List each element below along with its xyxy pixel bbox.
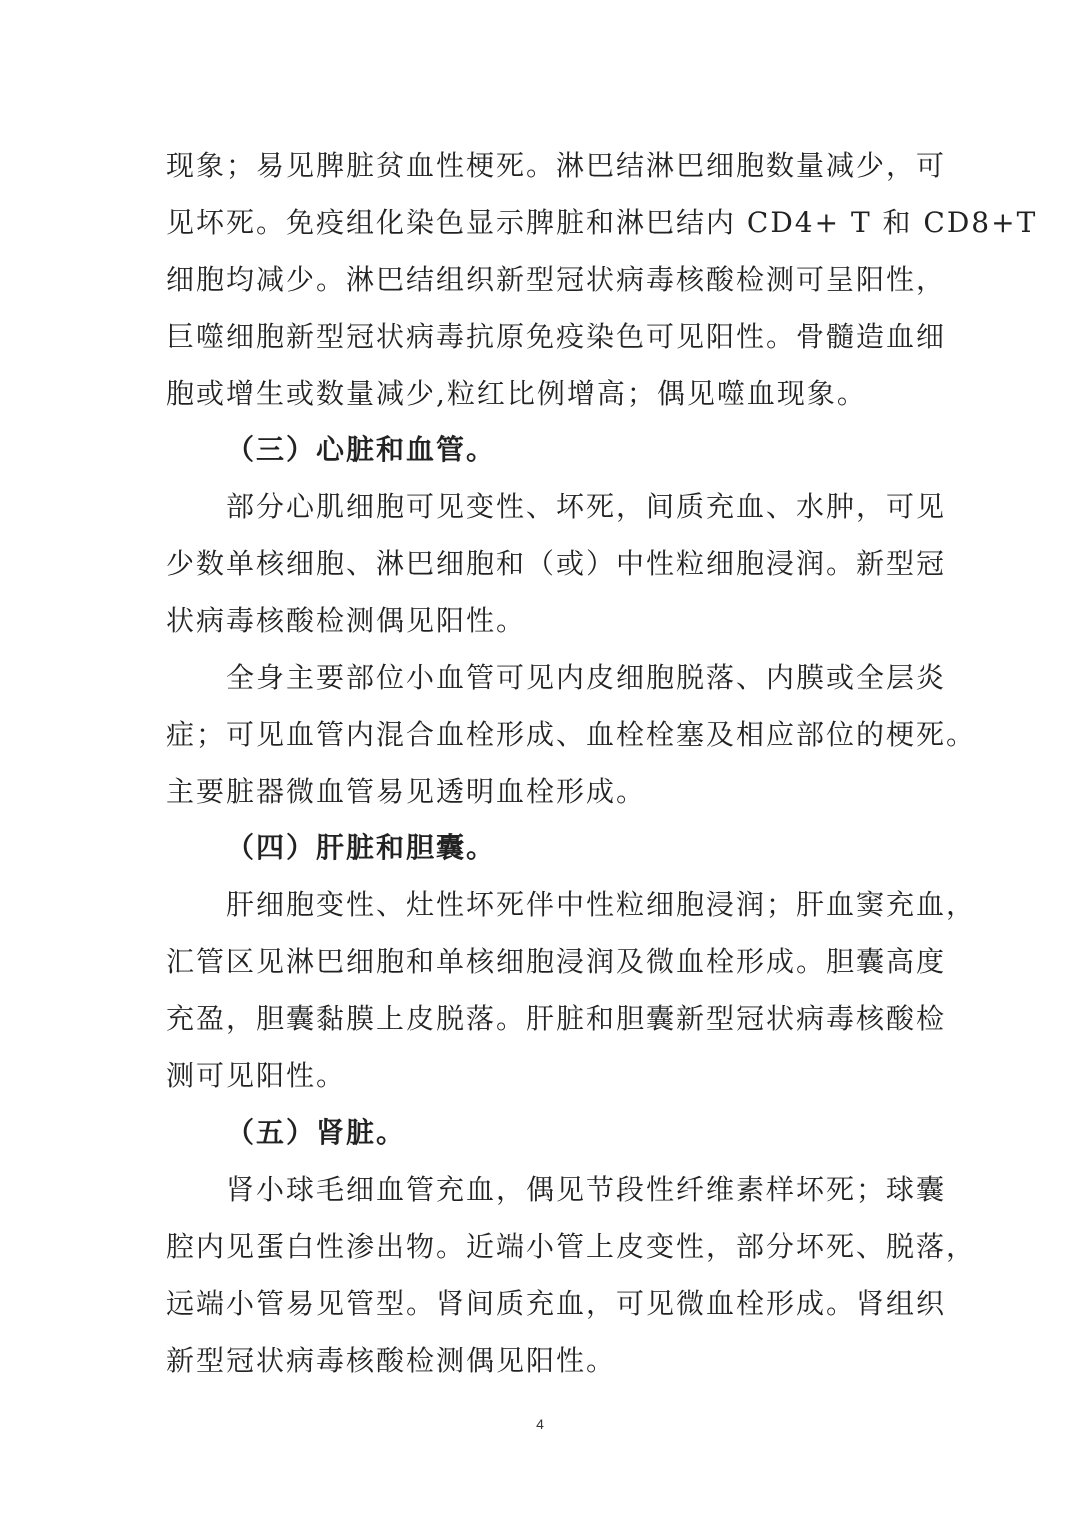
text-line: 细胞均减少。淋巴结组织新型冠状病毒核酸检测可呈阳性， [166, 263, 947, 296]
text-line: 远端小管易见管型。肾间质充血，可见微血栓形成。肾组织 [166, 1287, 947, 1320]
text-line: 充盈，胆囊黏膜上皮脱落。肝脏和胆囊新型冠状病毒核酸检 [166, 1002, 947, 1035]
text-line: 肾小球毛细血管充血，偶见节段性纤维素样坏死；球囊 [226, 1173, 947, 1206]
text-line: 腔内见蛋白性渗出物。近端小管上皮变性，部分坏死、脱落， [166, 1230, 977, 1263]
section-heading: （四）肝脏和胆囊。 [226, 831, 497, 864]
page-number: 4 [536, 1416, 544, 1432]
text-line: 部分心肌细胞可见变性、坏死，间质充血、水肿，可见 [226, 490, 947, 523]
text-line: 测可见阳性。 [166, 1059, 347, 1092]
text-line: 巨噬细胞新型冠状病毒抗原免疫染色可见阳性。骨髓造血细 [166, 320, 947, 353]
text-line: 状病毒核酸检测偶见阳性。 [166, 604, 527, 637]
text-line: 少数单核细胞、淋巴细胞和（或）中性粒细胞浸润。新型冠 [166, 547, 947, 580]
text-line: 主要脏器微血管易见透明血栓形成。 [166, 775, 647, 808]
text-line: 现象；易见脾脏贫血性梗死。淋巴结淋巴细胞数量减少，可 [166, 149, 947, 182]
text-line: 症；可见血管内混合血栓形成、血栓栓塞及相应部位的梗死。 [166, 718, 977, 751]
text-line: 见坏死。免疫组化染色显示脾脏和淋巴结内 CD4+ T 和 CD8+T [166, 206, 1038, 239]
text-line: 新型冠状病毒核酸检测偶见阳性。 [166, 1344, 617, 1377]
text-line: 汇管区见淋巴细胞和单核细胞浸润及微血栓形成。胆囊高度 [166, 945, 947, 978]
text-line: 肝细胞变性、灶性坏死伴中性粒细胞浸润；肝血窦充血， [226, 888, 977, 921]
text-line: 全身主要部位小血管可见内皮细胞脱落、内膜或全层炎 [226, 661, 947, 694]
section-heading: （三）心脏和血管。 [226, 433, 497, 466]
text-line: 胞或增生或数量减少,粒红比例增高；偶见噬血现象。 [166, 377, 867, 410]
section-heading: （五）肾脏。 [226, 1116, 407, 1149]
